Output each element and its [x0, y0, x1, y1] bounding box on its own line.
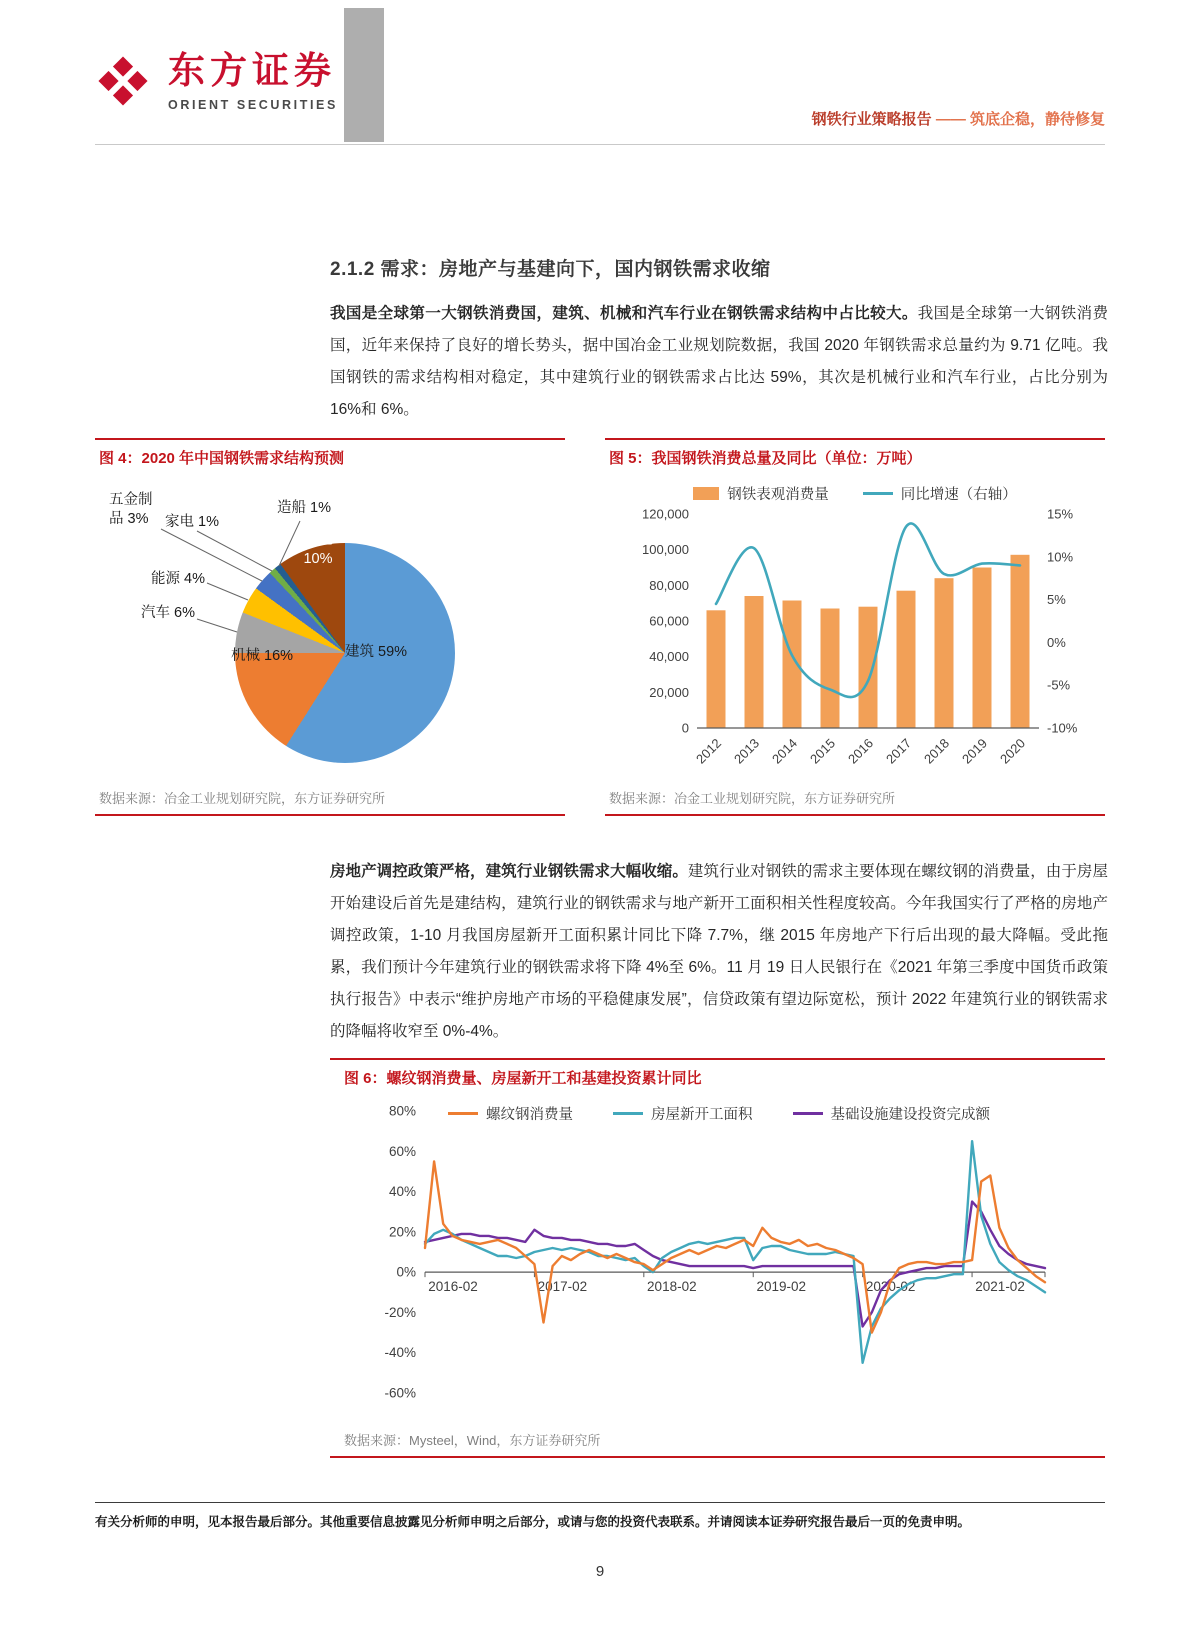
legend-item-housing-starts — [613, 1103, 753, 1124]
fig6-chart-svg — [330, 1091, 1105, 1421]
line-series-swatch — [863, 492, 893, 495]
logo-english-name: ORIENT SECURITIES — [168, 97, 338, 112]
svg-text:-10%: -10% — [1047, 720, 1078, 736]
figure-5-block — [605, 438, 1105, 816]
infrastructure-series-swatch — [793, 1112, 823, 1115]
figure-4-title: 图 4：2020 年中国钢铁需求结构预测 — [99, 450, 345, 467]
svg-text:2020-02: 2020-02 — [865, 1279, 916, 1295]
svg-text:-5%: -5% — [1047, 677, 1071, 693]
legend-item-infrastructure — [793, 1103, 991, 1124]
svg-text:2017-02: 2017-02 — [537, 1279, 588, 1295]
paragraph1-body: 我国是全球第一大钢铁消费国，近年来保持了良好的增长势头，据中国冶金工业规划院数据，我国 2020 年钢铁需求总量约为 9.71 亿吨。我国钢铁的需求结构相对稳定，其中建筑行业的钢铁需求占比达 59%，其次是机械行业和汽车行业，占比分别为 16%和 6%。 — [330, 305, 1108, 418]
figure-4-source: 数据来源：冶金工业规划研究院，东方证券研究所 — [99, 791, 386, 806]
report-title-dash: —— — [935, 111, 966, 128]
section-heading: 2.1.2 需求：房地产与基建向下，国内钢铁需求收缩 — [330, 259, 771, 280]
pie-label-machinery: 机械 16% — [231, 648, 294, 664]
header-gray-bar — [344, 8, 384, 142]
svg-text:100,000: 100,000 — [642, 542, 689, 558]
header-divider — [95, 144, 1105, 145]
svg-text:-40%: -40% — [384, 1345, 416, 1361]
paragraph2-lead: 房地产调控政策严格，建筑行业钢铁需求大幅收缩。 — [330, 863, 688, 880]
bar-series-swatch — [693, 487, 719, 500]
legend-label-consumption: 钢铁表观消费量 — [727, 487, 829, 503]
figure-4-pie-chart — [95, 471, 565, 763]
legend-item-rebar — [448, 1103, 573, 1124]
rebar-series-swatch — [448, 1112, 478, 1115]
paragraph2-body: 建筑行业对钢铁的需求主要体现在螺纹钢的消费量，由于房屋开始建设后首先是建结构，建筑行业的钢铁需求与地产新开工面积相关性程度较高。今年我国实行了严格的房地产调控政策，1-10 月我国房屋新开工面积累计同比下降 7.7%，继 2015 年房地产下行后出现的最大降幅。受此拖累，我们预计今年建筑行业的钢铁需求将下降 4%至 6%。11 月 19 日人民银行在《2021 年第三季度中国货币政策执行报告》中表示“维护房地产市场的平稳健康发展”，信贷政策有望边际宽松，预计 2022 年建筑行业的钢铁需求的降幅将收窄至 0%-4%。 — [330, 863, 1108, 1040]
figure-6-source: 数据来源：Mysteel，Wind，东方证券研究所 — [344, 1433, 601, 1448]
figure-5-legend — [605, 483, 1105, 504]
svg-text:20,000: 20,000 — [649, 684, 689, 700]
svg-text:-60%: -60% — [384, 1385, 416, 1401]
logo-chinese-name: 东方证券 — [168, 50, 336, 91]
svg-text:10%: 10% — [1047, 549, 1074, 565]
svg-text:120,000: 120,000 — [642, 506, 689, 522]
footer-disclaimer: 有关分析师的申明，见本报告最后部分。其他重要信息披露见分析师申明之后部分，或请与您的投资代表联系。并请阅读本证券研究报告最后一页的免责申明。 — [95, 1515, 971, 1529]
svg-text:15%: 15% — [1047, 506, 1074, 522]
legend-label-infrastructure: 基础设施建设投资完成额 — [830, 1107, 990, 1123]
svg-text:2012: 2012 — [693, 735, 725, 767]
legend-label-housing-starts: 房屋新开工面积 — [651, 1107, 753, 1123]
svg-text:2019: 2019 — [959, 735, 991, 767]
pie-label-appliance: 家电 1% — [165, 514, 219, 530]
svg-text:60,000: 60,000 — [649, 613, 689, 629]
pie-label-automobile: 汽车 6% — [141, 605, 195, 621]
svg-text:2013: 2013 — [731, 735, 763, 767]
report-type: 钢铁行业策略报告 — [811, 111, 932, 128]
figure-6-title: 图 6：螺纹钢消费量、房屋新开工和基建投资累计同比 — [344, 1070, 702, 1087]
svg-text:2018-02: 2018-02 — [647, 1279, 697, 1295]
svg-text:2019-02: 2019-02 — [756, 1279, 807, 1295]
svg-text:20%: 20% — [388, 1224, 416, 1240]
fig5-chart-svg — [605, 504, 1105, 784]
paragraph-demand-overview — [330, 298, 1108, 426]
page-number: 9 — [595, 1563, 605, 1580]
svg-text:0: 0 — [681, 720, 689, 736]
svg-text:2017: 2017 — [883, 735, 915, 767]
figure-6-block — [330, 1058, 1105, 1458]
svg-text:0%: 0% — [396, 1264, 416, 1280]
svg-text:80%: 80% — [388, 1103, 416, 1119]
housing-series-swatch — [613, 1112, 643, 1115]
svg-text:2015: 2015 — [807, 735, 839, 767]
pie-label-other: 其他 10% — [303, 532, 333, 567]
orient-securities-logo-icon — [92, 50, 154, 117]
paragraph-real-estate — [330, 856, 1108, 1048]
footer-divider — [95, 1502, 1105, 1503]
svg-text:0%: 0% — [1047, 634, 1066, 650]
figure-6-line-chart — [330, 1091, 1105, 1421]
figure-6-legend — [448, 1103, 990, 1124]
pie-label-energy: 能源 4% — [151, 571, 205, 587]
svg-text:2016-02: 2016-02 — [428, 1279, 478, 1295]
legend-label-growth: 同比增速（右轴） — [900, 487, 1017, 503]
svg-text:-20%: -20% — [384, 1304, 416, 1320]
report-subtitle: 筑底企稳，静待修复 — [969, 111, 1105, 128]
svg-text:40%: 40% — [388, 1184, 416, 1200]
pie-label-construction: 建筑 59% — [345, 644, 408, 660]
svg-text:2018: 2018 — [921, 735, 953, 767]
svg-text:40,000: 40,000 — [649, 649, 689, 665]
figure-5-title: 图 5：我国钢铁消费总量及同比（单位：万吨） — [609, 450, 922, 467]
figure-5-source: 数据来源：冶金工业规划研究院，东方证券研究所 — [609, 791, 896, 806]
report-header-title — [812, 108, 1105, 129]
legend-item-growth — [863, 483, 1017, 504]
svg-text:5%: 5% — [1047, 592, 1066, 608]
svg-text:2014: 2014 — [769, 735, 801, 767]
svg-text:2020: 2020 — [997, 735, 1029, 767]
pie-label-shipbuilding: 造船 1% — [277, 500, 331, 516]
figure-4-block — [95, 438, 565, 816]
pie-label-hardware: 五金制品 3% — [109, 492, 153, 527]
svg-text:2016: 2016 — [845, 735, 877, 767]
svg-text:2021-02: 2021-02 — [975, 1279, 1025, 1295]
svg-text:80,000: 80,000 — [649, 577, 689, 593]
legend-item-consumption — [693, 483, 829, 504]
legend-label-rebar: 螺纹钢消费量 — [486, 1107, 573, 1123]
company-logo — [92, 50, 338, 117]
svg-text:60%: 60% — [388, 1143, 416, 1159]
paragraph1-lead: 我国是全球第一大钢铁消费国，建筑、机械和汽车行业在钢铁需求结构中占比较大。 — [330, 305, 918, 322]
